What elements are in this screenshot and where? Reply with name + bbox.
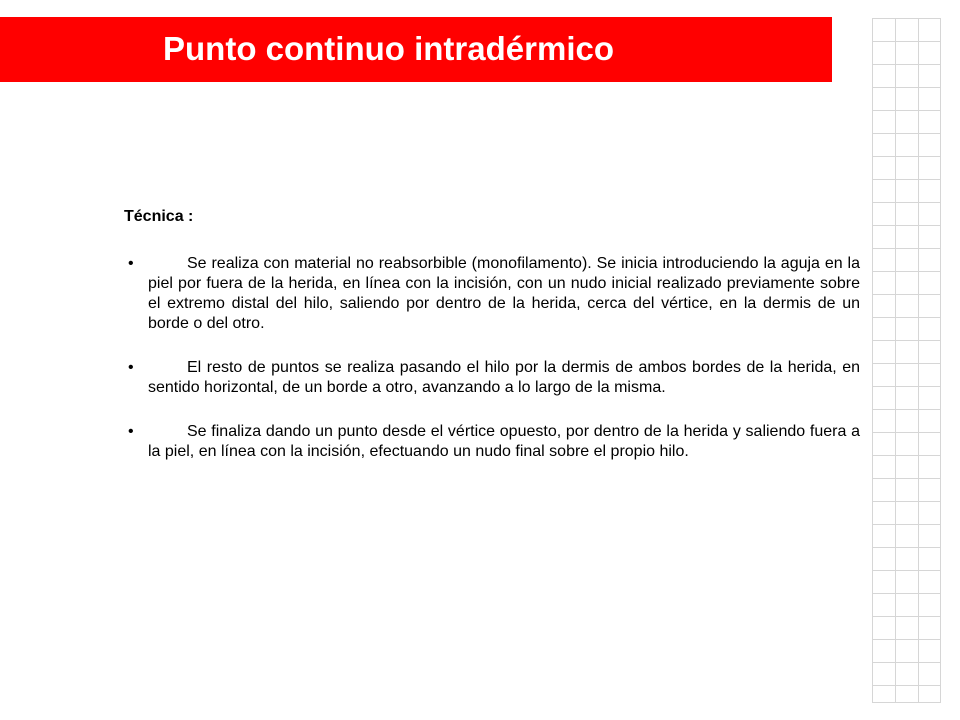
bullet-dot-icon: • — [128, 423, 134, 440]
decorative-grid — [872, 18, 941, 703]
bullet-list — [124, 254, 860, 462]
bullet-text: El resto de puntos se realiza pasando el hilo por la dermis de ambos bordes de la herida, en sentido horizontal, de un borde a otro, avanzando a lo largo de la misma. — [148, 359, 860, 396]
slide-content — [124, 206, 860, 486]
bullet-item — [124, 422, 860, 462]
bullet-item — [124, 254, 860, 334]
section-label: Técnica : — [124, 208, 194, 225]
bullet-text: Se realiza con material no reabsorbible (monofilamento). Se inicia introduciendo la aguja en la piel por fuera de la herida, en línea con la incisión, con un nudo inicial realizado previamente sobre el extremo distal del hilo, saliendo por dentro de la herida, cerca del vértice, en la dermis de un borde o del otro. — [148, 255, 860, 332]
bullet-item — [124, 358, 860, 398]
bullet-dot-icon: • — [128, 359, 134, 376]
bullet-dot-icon: • — [128, 255, 134, 272]
bullet-text: Se finaliza dando un punto desde el vértice opuesto, por dentro de la herida y saliendo fuera a la piel, en línea con la incisión, efectuando un nudo final sobre el propio hilo. — [148, 423, 860, 460]
slide-title: Punto continuo intradérmico — [163, 30, 614, 67]
